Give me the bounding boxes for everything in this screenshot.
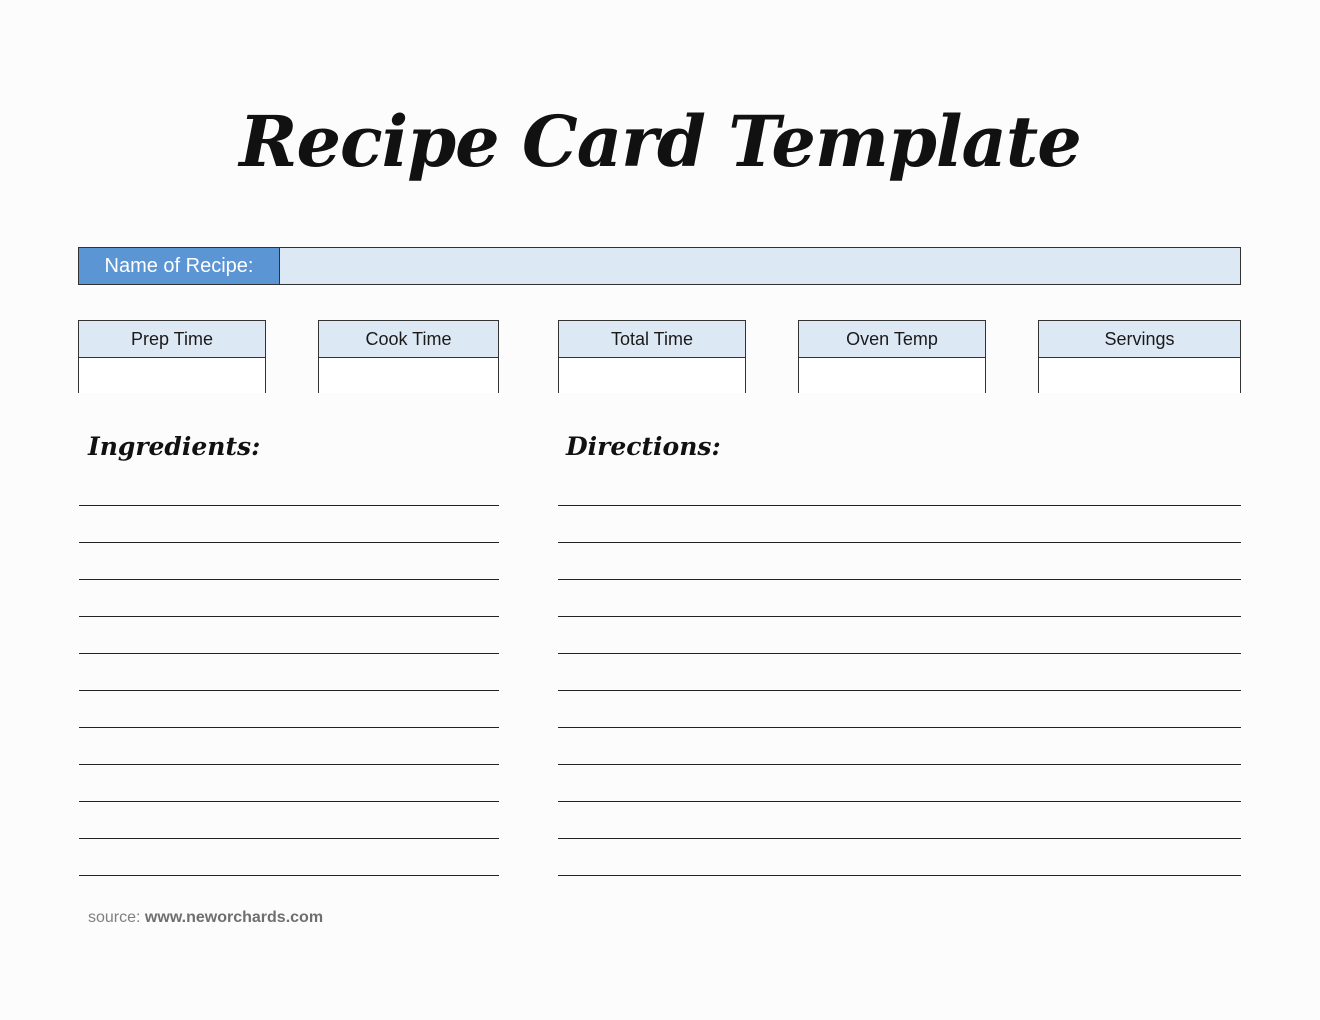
total-time-label: Total Time [559,321,745,358]
direction-line[interactable] [558,692,1241,728]
prep-time-label: Prep Time [79,321,265,358]
servings-box [1038,320,1241,393]
page-title: Recipe Card Template [239,100,1081,183]
recipe-name-field[interactable] [280,248,1240,284]
oven-temp-box [798,320,986,393]
oven-temp-field[interactable] [799,358,985,393]
direction-line[interactable] [558,544,1241,580]
total-time-field[interactable] [559,358,745,393]
ingredient-line[interactable] [79,655,499,691]
direction-line[interactable] [558,507,1241,543]
ingredients-heading: Ingredients: [88,432,261,461]
recipe-name-row [78,247,1241,285]
ingredient-line[interactable] [79,470,499,506]
direction-line[interactable] [558,655,1241,691]
ingredient-line[interactable] [79,729,499,765]
recipe-name-label: Name of Recipe: [79,248,280,284]
ingredient-line[interactable] [79,581,499,617]
cook-time-box [318,320,499,393]
oven-temp-label: Oven Temp [799,321,985,358]
ingredient-line[interactable] [79,692,499,728]
ingredient-line[interactable] [79,803,499,839]
cook-time-field[interactable] [319,358,498,393]
direction-line[interactable] [558,729,1241,765]
ingredient-line[interactable] [79,766,499,802]
direction-line[interactable] [558,470,1241,506]
direction-line[interactable] [558,618,1241,654]
ingredients-lines [79,470,499,877]
cook-time-label: Cook Time [319,321,498,358]
source-credit [88,909,323,927]
total-time-box [558,320,746,393]
direction-line[interactable] [558,803,1241,839]
directions-lines [558,470,1241,877]
direction-line[interactable] [558,840,1241,876]
ingredient-line[interactable] [79,544,499,580]
servings-label: Servings [1039,321,1240,358]
ingredient-line[interactable] [79,840,499,876]
source-prefix: source: [88,909,141,926]
ingredient-line[interactable] [79,618,499,654]
prep-time-field[interactable] [79,358,265,393]
direction-line[interactable] [558,766,1241,802]
direction-line[interactable] [558,581,1241,617]
prep-time-box [78,320,266,393]
directions-heading: Directions: [566,432,721,461]
ingredient-line[interactable] [79,507,499,543]
servings-field[interactable] [1039,358,1240,393]
source-link[interactable]: www.neworchards.com [144,909,324,926]
